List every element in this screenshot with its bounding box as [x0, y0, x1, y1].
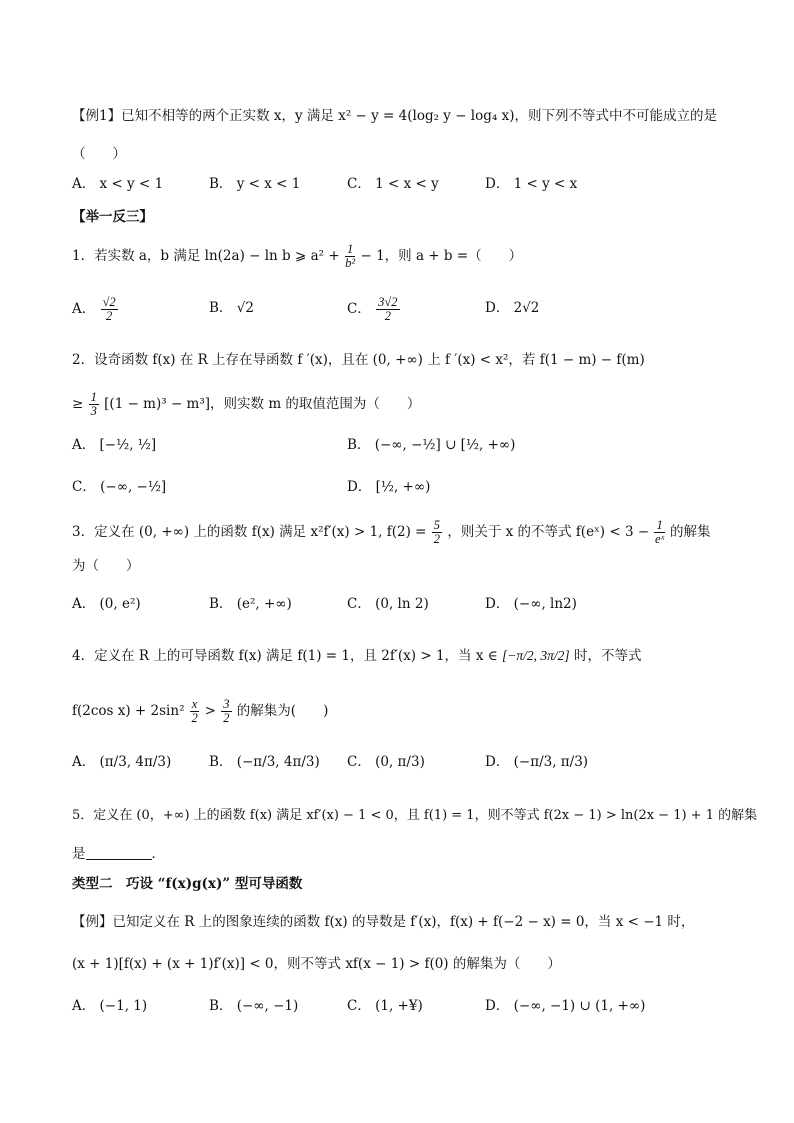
q4-fraction	[190, 698, 200, 725]
type2-title: 类型二 巧设 “f(x)g(x)” 型可导函数	[72, 876, 303, 892]
q2-option-d: D． [½, +∞)	[347, 479, 431, 495]
q2-frac-den: 3	[90, 404, 97, 418]
example1-option-c: C． 1 < x < y	[347, 176, 439, 192]
q4-frac-num: x	[191, 697, 198, 711]
q1-stem-b: − 1，则 a + b =（ ）	[360, 248, 523, 264]
q4-line2-c: 的解集为( )	[236, 703, 329, 719]
q1-option-a-den: 2	[105, 309, 113, 323]
q1-option-a	[72, 296, 119, 323]
example2-line2: (x + 1)[f(x) + (x + 1)f′(x)] < 0，则不等式 xf(x − 1) > f(0) 的解集为（ ）	[72, 956, 561, 972]
q1-fraction	[345, 243, 355, 270]
q1-option-a-frac	[101, 296, 118, 323]
example1-option-b: B． y < x < 1	[209, 176, 301, 192]
example2-option-c: C． (1, +¥)	[347, 998, 423, 1014]
example2-option-b: B． (−∞, −1)	[209, 998, 299, 1014]
q2-line2	[72, 391, 420, 418]
q4-line2-a: f(2cos x) + 2sin²	[72, 703, 185, 719]
q4-fraction-2	[221, 698, 231, 725]
q3-line2: 为（ ）	[72, 558, 140, 574]
q3-option-b: B． (e², +∞)	[209, 596, 292, 612]
q4-frac-den: 2	[191, 711, 198, 725]
q1-option-c-num: 3√2	[378, 295, 398, 309]
q1-option-a-label: A．	[72, 301, 96, 317]
q1-option-c-frac	[376, 296, 399, 323]
example2-option-a: A． (−1, 1)	[72, 998, 148, 1014]
q5-line2-a: 是	[72, 846, 86, 862]
q3-line1	[72, 519, 711, 546]
q3-option-d: D． (−∞, ln2)	[485, 596, 577, 612]
q3-line1-c: 的解集	[670, 524, 711, 540]
q3-option-a: A． (0, e²)	[72, 596, 141, 612]
q3-frac-den: 2	[433, 532, 441, 546]
q5-line2	[72, 844, 165, 864]
q4-option-a: A． (π/3, 4π/3)	[72, 754, 172, 770]
q1-option-c-label: C．	[347, 301, 371, 317]
q4-line1-a: 4．定义在 R 上的可导函数 f(x) 满足 f(1) = 1，且 2f′(x) > 1，当 x ∈	[72, 648, 498, 664]
example2-option-d: D． (−∞, −1) ∪ (1, +∞)	[485, 998, 646, 1014]
example2-line1: 【例】已知定义在 R 上的图象连续的函数 f(x) 的导数是 f′(x)，f(x) + f(−2 − x) = 0，当 x < −1 时，	[72, 914, 695, 930]
q2-option-b: B． (−∞, −½] ∪ [½, +∞)	[347, 437, 516, 453]
answer-blank	[86, 845, 152, 860]
example1-option-a: A． x < y < 1	[72, 176, 164, 192]
section-title: 【举一反三】	[72, 209, 153, 225]
q4-line1	[72, 646, 641, 666]
q1-option-c-den: 2	[384, 309, 391, 323]
q1-option-a-num: √2	[102, 295, 116, 309]
q2-frac-num: 1	[90, 390, 97, 404]
q4-gt: >	[204, 703, 216, 719]
q1-stem-a: 1．若实数 a，b 满足 ln(2a) − ln b ⩾ a² +	[72, 248, 340, 264]
q2-option-a: A． [−½, ½]	[72, 437, 157, 453]
q5-line1: 5．定义在 (0，+∞) 上的函数 f(x) 满足 xf′(x) − 1 < 0，且 f(1) = 1，则不等式 f(2x − 1) > ln(2x − 1) + 1 的解集	[72, 808, 758, 823]
q3-line1-b: ，则关于 x 的不等式 f(eˣ) < 3 −	[447, 524, 650, 540]
q4-interval: [−π/2, 3π/2]	[502, 648, 570, 663]
q3-frac-num: 5	[433, 518, 441, 532]
q3-fraction	[432, 519, 442, 546]
example1-option-d: D． 1 < y < x	[485, 176, 578, 192]
q2-line1: 2．设奇函数 f(x) 在 R 上存在导函数 f ′(x)，且在 (0, +∞) 上 f ′(x) < x²，若 f(1 − m) − f(m)	[72, 352, 645, 368]
q4-line1-b: 时，不等式	[573, 648, 642, 664]
example1-paren: （ ）	[72, 146, 126, 162]
example1-stem: 【例1】已知不相等的两个正实数 x，y 满足 x² − y = 4(log₂ y − log₄ x)，则下列不等式中不可能成立的是	[72, 108, 717, 124]
q4-frac2-num: 3	[223, 697, 230, 711]
q2-line2-post: [(1 − m)³ − m³]，则实数 m 的取值范围为（ ）	[104, 396, 421, 412]
q3-option-c: C． (0, ln 2)	[347, 596, 429, 612]
q4-option-c: C． (0, π/3)	[347, 754, 425, 770]
q2-geq: ≥	[72, 396, 84, 412]
q3-fraction-2	[654, 519, 664, 546]
q1-option-d: D． 2√2	[485, 300, 540, 316]
q4-frac2-den: 2	[223, 711, 230, 725]
q4-option-d: D． (−π/3, π/3)	[485, 754, 589, 770]
q1-option-b: B． √2	[209, 300, 254, 316]
q5-line2-b: ．	[151, 846, 165, 862]
q1-frac-num: 1	[346, 242, 354, 256]
q3-frac2-num: 1	[656, 518, 663, 532]
q2-fraction	[89, 391, 99, 418]
q1-frac-den: b²	[345, 256, 356, 270]
q4-line2	[72, 698, 328, 725]
q1-stem	[72, 243, 522, 270]
q3-frac2-den: eˣ	[655, 532, 665, 546]
q2-option-c: C． (−∞, −½]	[72, 479, 167, 495]
q1-option-c	[347, 296, 401, 323]
q3-line1-a: 3．定义在 (0, +∞) 上的函数 f(x) 满足 x²f′(x) > 1, f(2) =	[72, 524, 427, 540]
q4-option-b: B． (−π/3, 4π/3)	[209, 754, 320, 770]
